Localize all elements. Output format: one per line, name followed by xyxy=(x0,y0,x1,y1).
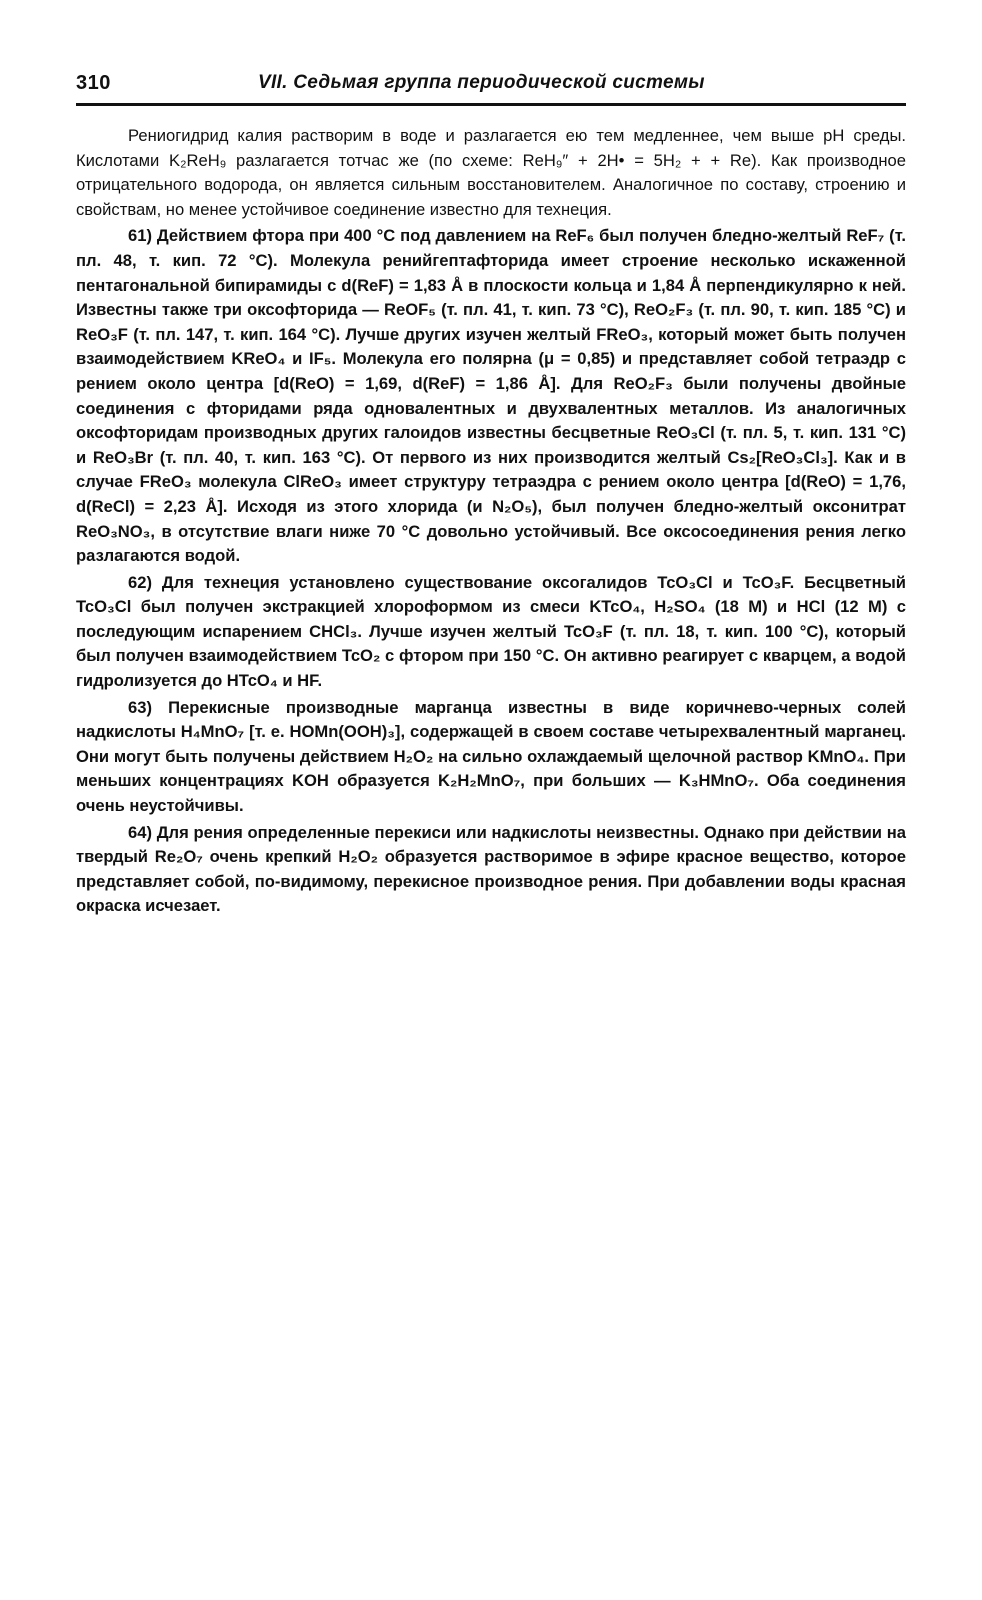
note-62-technetium-oxohalides: 62) Для технеция установлено существование оксогалидов TcO₃Cl и TcO₃F. Бесцветный TcO₃Cl был получен экстракцией хлороформом из смеси KTcO₄, H₂SO₄ (18 M) и HCl (12 M) с последующим испарением CHCl₃. Лучше изучен желтый TcO₃F (т. пл. 18, т. кип. 100 °C), который был получен взаимодействием TcO₂ с фтором при 150 °C. Он активно реагирует с кварцем, а водой гидролизуется до HTcO₄ и HF. xyxy=(76,572,906,691)
page-header xyxy=(76,70,906,100)
page-number: 310 xyxy=(76,72,111,94)
note-63-manganese-peroxides: 63) Перекисные производные марганца известны в виде коричнево-черных солей надкислоты H₄MnO₇ [т. е. HOMn(OOH)₃], содержащей в своем составе четырехвалентный марганец. Они могут быть получены действием H₂O₂ на сильно охлаждаемый щелочной раствор KMnO₄. При меньших концентрациях KOH образуется K₂H₂MnO₇, при больших — K₃HMnO₇. Оба соединения очень неустойчивы. xyxy=(76,697,906,816)
page-body xyxy=(76,124,906,919)
note-64-rhenium-peroxides: 64) Для рения определенные перекиси или надкислоты неизвестны. Однако при действии на твердый Re₂O₇ очень крепкий H₂O₂ образуется растворимое в эфире красное вещество, которое представляет собой, по-видимому, перекисное производное рения. При добавлении воды красная окраска исчезает. xyxy=(76,822,906,916)
header-rule xyxy=(76,103,906,106)
running-title: VII. Седьмая группа периодической системы xyxy=(258,72,705,93)
paragraph-rhenium-hydride: Рениогидрид калия растворим в воде и разлагается ею тем медленнее, чем выше pH среды. Кислотами K₂ReH₉ разлагается тотчас же (по схеме: ReH₉″ + 2H• = 5H₂ + + Re). Как производное отрицательного водорода, он является сильным восстановителем. Аналогичное по составу, строению и свойствам, но менее устойчивое соединение известно для технеция. xyxy=(76,126,906,219)
note-61-rhenium-fluorides: 61) Действием фтора при 400 °C под давлением на ReF₆ был получен бледно-желтый ReF₇ (т. пл. 48, т. кип. 72 °C). Молекула ренийгептафторида имеет строение несколько искаженной пентагональной бипирамиды с d(ReF) = 1,83 Å в плоскости кольца и 1,84 Å перпендикулярно к ней. Известны также три оксофторида — ReOF₅ (т. пл. 41, т. кип. 73 °C), ReO₂F₃ (т. пл. 90, т. кип. 185 °C) и ReO₃F (т. пл. 147, т. кип. 164 °C). Лучше других изучен желтый FReO₃, который может быть получен взаимодействием KReO₄ и IF₅. Молекула его полярна (μ = 0,85) и представляет собой тетраэдр с рением около центра [d(ReO) = 1,69, d(ReF) = 1,86 Å]. Для ReO₂F₃ были получены двойные соединения с фторидами ряда одновалентных и двухвалентных металлов. Из аналогичных оксофторидам производных других галоидов известны бесцветные ReO₃Cl (т. пл. 5, т. кип. 131 °C) и ReO₃Br (т. пл. 40, т. кип. 163 °C). От первого из них производится желтый Cs₂[ReO₃Cl₃]. Как и в случае FReO₃ молекула ClReO₃ имеет структуру тетраэдра с рением около центра [d(ReO) = 1,76, d(ReCl) = 2,23 Å]. Исходя из этого хлорида (и N₂O₅), был получен бледно-желтый оксонитрат ReO₃NO₃, в отсутствие влаги ниже 70 °C довольно устойчивый. Все оксосоединения рения легко разлагаются водой. xyxy=(76,226,906,566)
